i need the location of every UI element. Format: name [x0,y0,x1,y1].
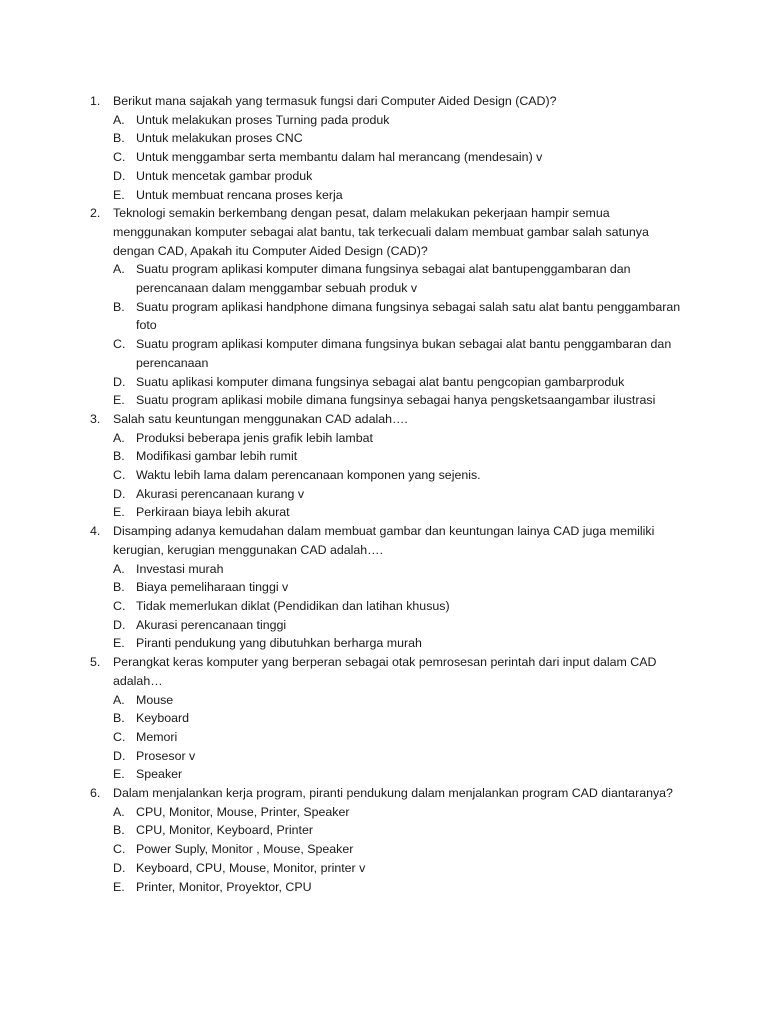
option-letter: C. [113,729,126,744]
question-item [0,522,768,653]
question-item [0,784,768,896]
option-item [113,728,682,747]
option-letter: B. [113,449,125,464]
option-item [113,129,682,148]
option-letter: E. [113,393,125,408]
option-text: Untuk mencetak gambar produk [136,168,313,183]
question-item [0,204,768,410]
question-item [0,92,768,204]
option-text: Investasi murah [136,561,224,576]
option-item [113,747,682,766]
option-text: Akurasi perencanaan kurang v [136,486,305,501]
option-text: CPU, Monitor, Mouse, Printer, Speaker [136,804,350,819]
option-item [113,391,682,410]
option-item [113,878,682,897]
option-text: CPU, Monitor, Keyboard, Printer [136,823,313,838]
option-letter: C. [113,598,126,613]
option-item [113,111,682,130]
option-letter: A. [113,262,125,277]
option-letter: A. [113,112,125,127]
option-text: Untuk menggambar serta membantu dalam hal merancang (mendesain) v [136,150,543,165]
option-letter: E. [113,767,125,782]
question-item [0,653,768,784]
option-text: Keyboard [136,711,190,726]
option-letter: A. [113,804,125,819]
option-text: Suatu program aplikasi mobile dimana fungsinya sebagai hanya pengsketsaangambar ilustrasi [136,393,656,408]
option-text: Untuk melakukan proses CNC [136,131,303,146]
option-letter: E. [113,636,125,651]
option-letter: A. [113,561,125,576]
option-item [113,167,682,186]
option-letter: D. [113,374,126,389]
option-letter: C. [113,842,126,857]
question-number: 2. [90,206,101,221]
option-text: Speaker [136,767,183,782]
option-item [113,597,682,616]
option-letter: D. [113,860,126,875]
option-letter: D. [113,486,126,501]
question-text: Disamping adanya kemudahan dalam membuat gambar dan keuntungan lainya CAD juga memiliki kerugian, kerugian menggunakan CAD adalah…. [113,524,655,557]
option-item [113,466,682,485]
option-letter: A. [113,430,125,445]
option-text: Perkiraan biaya lebih akurat [136,505,290,520]
option-text: Suatu program aplikasi komputer dimana fungsinya sebagai alat bantupenggambaran dan perencanaan dalam menggambar sebuah produk v [136,262,631,296]
option-item [113,691,682,710]
option-letter: B. [113,580,125,595]
option-item [113,429,682,448]
option-letter: D. [113,617,126,632]
option-text: Piranti pendukung yang dibutuhkan berharga murah [136,636,422,651]
option-letter: A. [113,692,125,707]
option-item [113,298,682,335]
option-text: Tidak memerlukan diklat (Pendidikan dan latihan khusus) [136,598,450,613]
question-text: Teknologi semakin berkembang dengan pesat, dalam melakukan pekerjaan hampir semua menggunakan komputer sebagai alat bantu, tak terkecuali dalam membuat gambar salah satunya dengan CAD, Apakah itu Computer Aided Design (CAD)? [113,206,649,258]
question-number: 4. [90,524,101,539]
option-text: Keyboard, CPU, Mouse, Monitor, printer v [136,860,366,875]
question-list [0,92,768,896]
option-letter: C. [113,150,126,165]
option-list [113,691,682,785]
option-letter: C. [113,468,126,483]
option-item [113,840,682,859]
option-item [113,821,682,840]
option-item [113,560,682,579]
option-item [113,859,682,878]
option-letter: D. [113,168,126,183]
option-letter: B. [113,823,125,838]
option-letter: B. [113,131,125,146]
option-text: Prosesor v [136,748,196,763]
question-number: 6. [90,786,101,801]
question-text: Berikut mana sajakah yang termasuk fungsi dari Computer Aided Design (CAD)? [113,94,557,108]
option-text: Suatu program aplikasi komputer dimana fungsinya bukan sebagai alat bantu penggambaran dan perencanaan [136,337,672,370]
option-item [113,148,682,167]
option-item [113,634,682,653]
option-letter: E. [113,879,125,894]
option-letter: E. [113,187,125,202]
option-letter: C. [113,337,126,352]
option-list [113,803,682,897]
option-list [113,429,682,523]
option-text: Power Suply, Monitor , Mouse, Speaker [136,842,354,857]
option-letter: B. [113,711,125,726]
option-text: Waktu lebih lama dalam perencanaan komponen yang sejenis. [136,468,481,483]
option-item [113,485,682,504]
option-item [113,186,682,205]
option-item [113,616,682,635]
option-item [113,260,682,297]
question-item [0,410,768,522]
option-text: Akurasi perencanaan tinggi [136,617,287,632]
question-text: Dalam menjalankan kerja program, piranti pendukung dalam menjalankan program CAD diantaranya? [113,786,673,801]
option-item [113,578,682,597]
option-text: Suatu aplikasi komputer dimana fungsinya sebagai alat bantu pengcopian gambarproduk [136,374,625,389]
option-item [113,503,682,522]
option-item [113,447,682,466]
option-item [113,803,682,822]
option-list [113,111,682,205]
option-letter: B. [113,299,125,314]
option-item [113,765,682,784]
option-text: Printer, Monitor, Proyektor, CPU [136,879,312,894]
option-text: Untuk membuat rencana proses kerja [136,187,343,202]
question-number: 5. [90,655,101,670]
option-text: Produksi beberapa jenis grafik lebih lambat [136,430,373,445]
question-number: 3. [90,411,101,426]
question-text: Salah satu keuntungan menggunakan CAD adalah…. [113,411,408,426]
option-text: Modifikasi gambar lebih rumit [136,449,298,464]
option-text: Memori [136,729,178,744]
option-text: Untuk melakukan proses Turning pada produk [136,112,390,127]
option-letter: E. [113,505,125,520]
option-list [113,260,682,410]
option-letter: D. [113,748,126,763]
option-item [113,335,682,372]
option-text: Biaya pemeliharaan tinggi v [136,580,289,595]
option-list [113,560,682,654]
option-item [113,709,682,728]
question-text: Perangkat keras komputer yang berperan sebagai otak pemrosesan perintah dari input dalam CAD adalah… [113,655,657,688]
option-text: Mouse [136,692,174,707]
option-text: Suatu program aplikasi handphone dimana fungsinya sebagai salah satu alat bantu penggambaran foto [136,299,681,333]
question-number: 1. [90,94,101,108]
option-item [113,373,682,392]
